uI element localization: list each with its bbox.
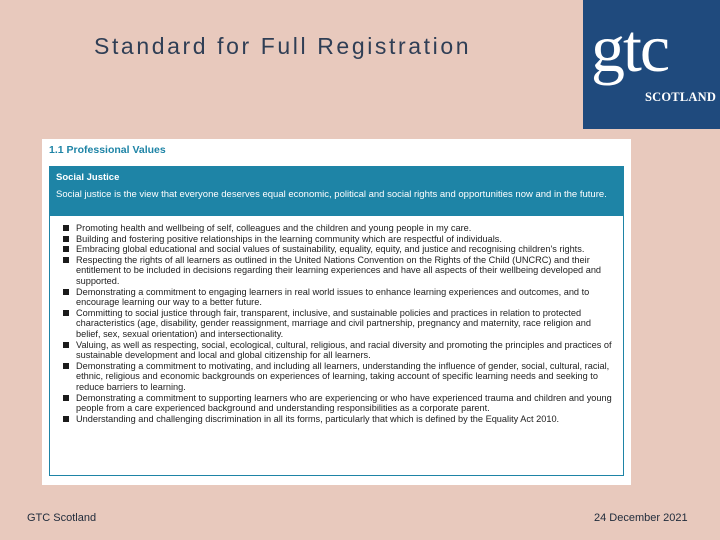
square-bullet-icon xyxy=(63,246,69,252)
square-bullet-icon xyxy=(63,363,69,369)
square-bullet-icon xyxy=(63,257,69,263)
list-item-text: Promoting health and wellbeing of self, colleagues and the children and young people in my care. xyxy=(76,223,472,233)
slide-title: Standard for Full Registration xyxy=(94,33,472,59)
footer-organization: GTC Scotland xyxy=(27,512,97,524)
square-bullet-icon xyxy=(63,289,69,295)
logo-subtitle: SCOTLAND xyxy=(645,90,717,104)
list-item-text: Demonstrating a commitment to engaging learners in real world issues to enhance learning experiences and outcomes, and to encourage learning our way to a better future. xyxy=(76,286,590,308)
square-bullet-icon xyxy=(63,416,69,422)
footer-date: 24 December 2021 xyxy=(594,512,688,524)
list-item xyxy=(63,414,613,425)
list-item xyxy=(63,340,613,361)
list-item xyxy=(63,393,613,414)
list-item xyxy=(63,308,613,340)
list-item-text: Valuing, as well as respecting, social, ecological, cultural, religious, and racial diversity and promoting the principles and practices of sustainable development and local and global citizenship for all learners. xyxy=(76,339,612,361)
list-item-text: Committing to social justice through fair, transparent, inclusive, and sustainable policies and practices in relation to protected characteristics (age, disability, gender reassignment, marriage and civil partnership, pregnancy and maternity, race religion and belief, sex, sexual orientation) and intersectionality. xyxy=(76,307,591,339)
list-item xyxy=(63,287,613,308)
list-item-text: Demonstrating a commitment to motivating, and including all learners, understanding the influence of gender, social, cultural, racial, ethnic, religious and economic backgrounds on experiences of learning, taking account of specific learning needs and seeking to reduce barriers to learning. xyxy=(76,360,610,392)
square-bullet-icon xyxy=(63,236,69,242)
professional-values-panel xyxy=(42,139,631,485)
section-heading: 1.1 Professional Values xyxy=(49,144,166,156)
square-bullet-icon xyxy=(63,310,69,316)
list-item-text: Building and fostering positive relationships in the learning community which are respectful of individuals. xyxy=(76,233,502,244)
list-item-text: Demonstrating a commitment to supporting learners who are experiencing or who have experienced trauma and children and young people from a care experienced background and understanding responsibilities as a corporate parent. xyxy=(76,392,612,414)
square-bullet-icon xyxy=(63,342,69,348)
list-item xyxy=(63,255,613,287)
social-justice-box xyxy=(49,166,624,476)
social-justice-header xyxy=(50,167,623,216)
box-title: Social Justice xyxy=(56,172,120,183)
list-item-text: Respecting the rights of all learners as outlined in the United Nations Convention on the Rights of the Child (UNCRC) and their entitlement to be included in decisions regarding their learning experiences and have all aspects of their wellbeing developed and supported. xyxy=(76,254,602,286)
list-item xyxy=(63,361,613,393)
list-item-text: Embracing global educational and social values of sustainability, equality, equity, and justice and recognising children's rights. xyxy=(76,244,585,255)
gtc-scotland-logo xyxy=(583,0,720,129)
list-item xyxy=(63,234,613,245)
logo-wordmark: gtc xyxy=(591,10,669,86)
square-bullet-icon xyxy=(63,395,69,401)
list-item xyxy=(63,244,613,255)
square-bullet-icon xyxy=(63,225,69,231)
list-item-text: Understanding and challenging discrimination in all its forms, particularly that which is defined by the Equality Act 2010. xyxy=(76,413,560,424)
list-item xyxy=(63,223,613,234)
values-list xyxy=(50,216,623,424)
social-justice-definition: Social justice is the view that everyone deserves equal economic, political and social rights and opportunities now and in the future. xyxy=(56,189,607,200)
